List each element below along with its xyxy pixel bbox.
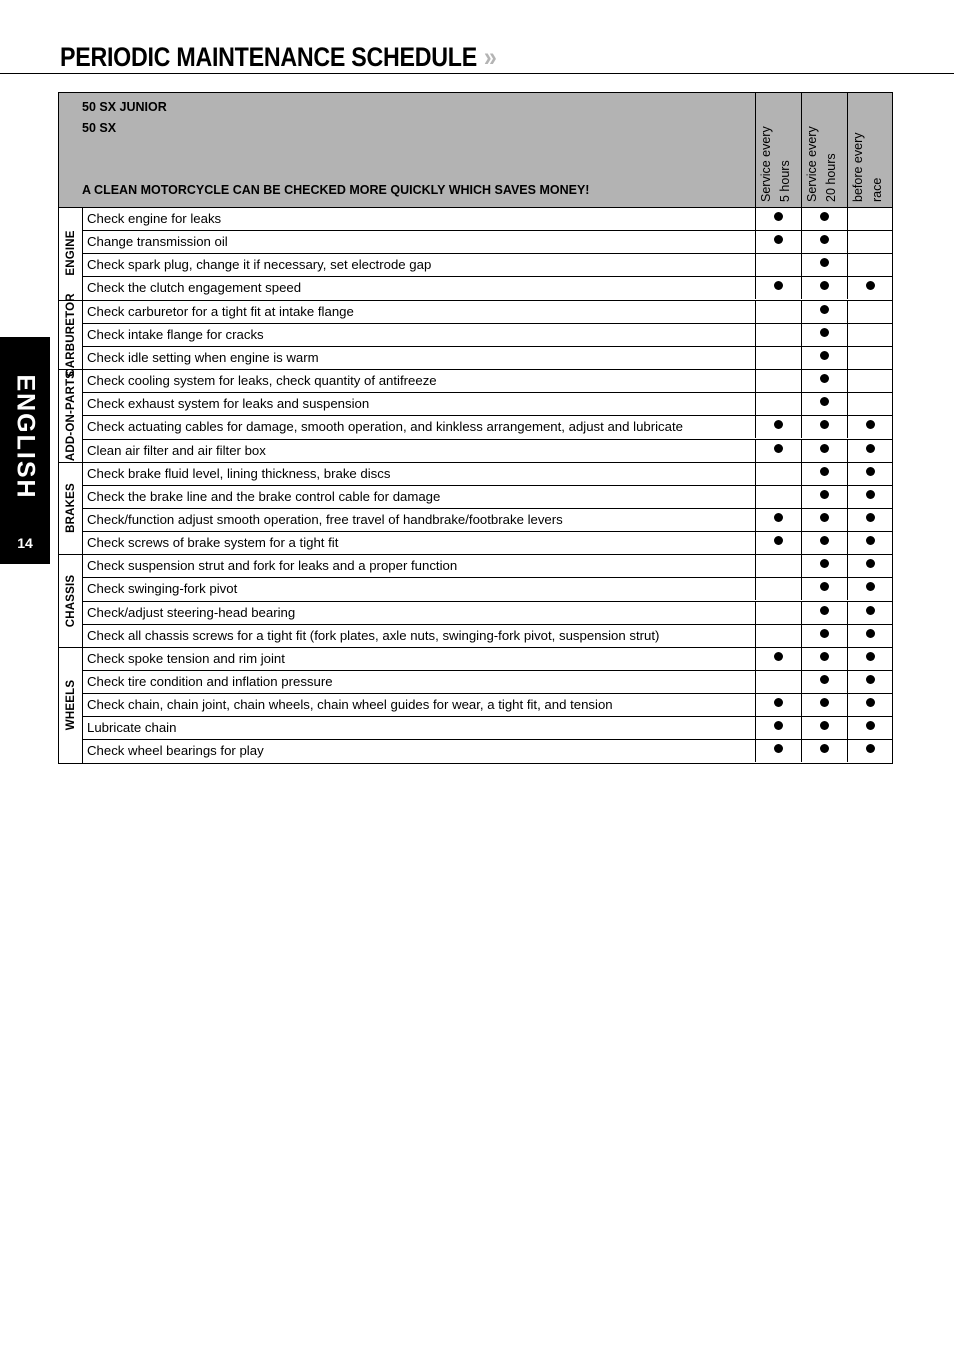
group-cell bbox=[59, 462, 83, 555]
group-label: CARBURETOR bbox=[65, 293, 77, 377]
task-text: Lubricate chain bbox=[87, 720, 177, 736]
bullet-icon bbox=[774, 513, 783, 522]
table-row bbox=[83, 392, 893, 415]
interval-cell bbox=[755, 624, 801, 647]
task-text: Change transmission oil bbox=[87, 234, 228, 250]
interval-cell bbox=[847, 369, 893, 392]
table-row bbox=[83, 624, 893, 647]
bullet-icon bbox=[820, 582, 829, 591]
bullet-icon bbox=[774, 536, 783, 545]
interval-cell bbox=[801, 531, 847, 554]
interval-cell bbox=[801, 346, 847, 369]
interval-cell bbox=[847, 346, 893, 369]
interval-cell bbox=[801, 508, 847, 531]
group-label: CHASSIS bbox=[65, 574, 77, 628]
table-row bbox=[83, 369, 893, 392]
interval-cell bbox=[755, 554, 801, 577]
interval-cell bbox=[801, 207, 847, 230]
bullet-icon bbox=[866, 420, 875, 429]
table-row bbox=[83, 508, 893, 531]
bullet-icon bbox=[774, 721, 783, 730]
table-row bbox=[83, 670, 893, 693]
interval-cell bbox=[801, 300, 847, 323]
task-text: Check cooling system for leaks, check quantity of antifreeze bbox=[87, 373, 437, 389]
table-row bbox=[83, 300, 893, 323]
model-name: 50 SX bbox=[82, 121, 117, 135]
column-header-20-hours bbox=[801, 93, 847, 207]
column-header-line: race bbox=[870, 177, 884, 202]
interval-cell bbox=[847, 207, 893, 230]
bullet-icon bbox=[820, 721, 829, 730]
interval-cell bbox=[801, 276, 847, 299]
interval-cell bbox=[755, 716, 801, 739]
interval-cell bbox=[801, 415, 847, 438]
bullet-icon bbox=[774, 420, 783, 429]
interval-cell bbox=[801, 693, 847, 716]
table-row bbox=[83, 439, 893, 462]
bullet-icon bbox=[820, 351, 829, 360]
task-text: Check actuating cables for damage, smooth operation, and kinkless arrangement, adjust and lubricate bbox=[87, 419, 683, 435]
table-row bbox=[83, 415, 893, 438]
bullet-icon bbox=[820, 698, 829, 707]
interval-cell bbox=[755, 531, 801, 554]
interval-cell bbox=[755, 415, 801, 438]
interval-cell bbox=[801, 392, 847, 415]
bullet-icon bbox=[820, 397, 829, 406]
bullet-icon bbox=[820, 559, 829, 568]
table-row bbox=[83, 276, 893, 299]
interval-cell bbox=[801, 253, 847, 276]
interval-cell bbox=[847, 531, 893, 554]
bullet-icon bbox=[774, 281, 783, 290]
interval-cell bbox=[755, 693, 801, 716]
table-row bbox=[83, 554, 893, 577]
group-label: WHEELS bbox=[65, 680, 77, 731]
interval-cell bbox=[755, 207, 801, 230]
interval-cell bbox=[847, 300, 893, 323]
group-label: ADD-ON-PARTS bbox=[65, 370, 77, 462]
interval-cell bbox=[755, 253, 801, 276]
interval-cell bbox=[755, 300, 801, 323]
interval-cell bbox=[801, 739, 847, 762]
language-tab bbox=[0, 337, 50, 564]
interval-cell bbox=[847, 624, 893, 647]
bullet-icon bbox=[866, 513, 875, 522]
group-cell bbox=[59, 647, 83, 763]
interval-cell bbox=[847, 739, 893, 762]
task-text: Check all chassis screws for a tight fit (fork plates, axle nuts, swinging-fork pivot, suspension strut) bbox=[87, 627, 660, 643]
task-text: Check the brake line and the brake control cable for damage bbox=[87, 488, 441, 504]
bullet-icon bbox=[820, 328, 829, 337]
interval-cell bbox=[847, 693, 893, 716]
bullet-icon bbox=[820, 652, 829, 661]
task-text: Check chain, chain joint, chain wheels, chain wheel guides for wear, a tight fit, and tension bbox=[87, 697, 613, 713]
group-cell bbox=[59, 554, 83, 647]
interval-cell bbox=[801, 670, 847, 693]
interval-cell bbox=[755, 230, 801, 253]
language-label: ENGLISH bbox=[11, 374, 40, 500]
interval-cell bbox=[755, 323, 801, 346]
task-text: Check wheel bearings for play bbox=[87, 743, 264, 759]
interval-cell bbox=[801, 577, 847, 600]
bullet-icon bbox=[866, 467, 875, 476]
interval-cell bbox=[847, 439, 893, 462]
bullet-icon bbox=[820, 281, 829, 290]
task-text: Clean air filter and air filter box bbox=[87, 442, 266, 458]
group-label: ENGINE bbox=[65, 230, 77, 276]
interval-cell bbox=[847, 323, 893, 346]
bullet-icon bbox=[866, 652, 875, 661]
maintenance-table bbox=[58, 92, 893, 764]
task-text: Check spoke tension and rim joint bbox=[87, 650, 285, 666]
column-header-line: Service every bbox=[805, 126, 819, 202]
group-label: BRAKES bbox=[65, 483, 77, 534]
bullet-icon bbox=[866, 698, 875, 707]
interval-cell bbox=[847, 415, 893, 438]
column-header-before-race bbox=[847, 93, 893, 207]
bullet-icon bbox=[820, 490, 829, 499]
bullet-icon bbox=[820, 513, 829, 522]
interval-cell bbox=[755, 462, 801, 485]
interval-cell bbox=[801, 716, 847, 739]
bullet-icon bbox=[866, 490, 875, 499]
bullet-icon bbox=[820, 629, 829, 638]
task-text: Check engine for leaks bbox=[87, 211, 222, 226]
task-text: Check exhaust system for leaks and suspension bbox=[87, 396, 370, 412]
interval-cell bbox=[801, 323, 847, 346]
bullet-icon bbox=[820, 420, 829, 429]
interval-cell bbox=[847, 577, 893, 600]
page-number: 14 bbox=[17, 535, 33, 551]
interval-cell bbox=[755, 739, 801, 762]
bullet-icon bbox=[866, 606, 875, 615]
interval-cell bbox=[801, 554, 847, 577]
interval-cell bbox=[755, 508, 801, 531]
table-row bbox=[83, 601, 893, 624]
interval-cell bbox=[755, 392, 801, 415]
bullet-icon bbox=[866, 582, 875, 591]
table-row bbox=[83, 462, 893, 485]
table-row bbox=[83, 253, 893, 276]
bullet-icon bbox=[820, 305, 829, 314]
bullet-icon bbox=[866, 721, 875, 730]
interval-cell bbox=[801, 439, 847, 462]
bullet-icon bbox=[820, 212, 829, 221]
bullet-icon bbox=[820, 235, 829, 244]
bullet-icon bbox=[820, 444, 829, 453]
interval-cell bbox=[801, 647, 847, 670]
group-cell bbox=[59, 207, 83, 300]
interval-cell bbox=[847, 647, 893, 670]
interval-cell bbox=[847, 392, 893, 415]
table-row bbox=[83, 207, 893, 230]
table-row bbox=[83, 647, 893, 670]
interval-cell bbox=[801, 369, 847, 392]
bullet-icon bbox=[866, 675, 875, 684]
interval-cell bbox=[755, 601, 801, 624]
bullet-icon bbox=[774, 444, 783, 453]
bullet-icon bbox=[820, 258, 829, 267]
interval-cell bbox=[847, 253, 893, 276]
bullet-icon bbox=[820, 744, 829, 753]
bullet-icon bbox=[866, 744, 875, 753]
bullet-icon bbox=[820, 606, 829, 615]
interval-cell bbox=[755, 439, 801, 462]
column-header-line: 5 hours bbox=[778, 160, 792, 202]
task-text: Check carburetor for a tight fit at intake flange bbox=[87, 303, 354, 319]
header-note: A CLEAN MOTORCYCLE CAN BE CHECKED MORE QUICKLY WHICH SAVES MONEY! bbox=[82, 183, 590, 197]
interval-cell bbox=[847, 276, 893, 299]
interval-cell bbox=[755, 346, 801, 369]
table-row bbox=[83, 230, 893, 253]
interval-cell bbox=[801, 462, 847, 485]
column-header-5-hours bbox=[755, 93, 801, 207]
page-title bbox=[60, 42, 497, 73]
bullet-icon bbox=[820, 467, 829, 476]
bullet-icon bbox=[820, 374, 829, 383]
task-text: Check swinging-fork pivot bbox=[87, 581, 238, 597]
interval-cell bbox=[755, 369, 801, 392]
task-text: Check suspension strut and fork for leaks and a proper function bbox=[87, 558, 458, 574]
interval-cell bbox=[847, 230, 893, 253]
bullet-icon bbox=[866, 444, 875, 453]
table-row bbox=[83, 531, 893, 554]
table-row bbox=[83, 323, 893, 346]
group-cell bbox=[59, 369, 83, 462]
bullet-icon bbox=[866, 281, 875, 290]
title-rule bbox=[0, 73, 954, 74]
bullet-icon bbox=[774, 235, 783, 244]
interval-cell bbox=[755, 276, 801, 299]
table-row bbox=[83, 577, 893, 600]
bullet-icon bbox=[866, 559, 875, 568]
interval-cell bbox=[801, 485, 847, 508]
task-text: Check screws of brake system for a tight fit bbox=[87, 535, 339, 551]
column-header-line: 20 hours bbox=[824, 153, 838, 202]
task-text: Check spark plug, change it if necessary, set electrode gap bbox=[87, 257, 432, 273]
interval-cell bbox=[755, 485, 801, 508]
group-cell bbox=[59, 293, 83, 377]
page-title-text: PERIODIC MAINTENANCE SCHEDULE bbox=[60, 42, 477, 72]
chevron-right-icon: » bbox=[483, 42, 497, 72]
bullet-icon bbox=[820, 675, 829, 684]
interval-cell bbox=[801, 601, 847, 624]
interval-cell bbox=[847, 485, 893, 508]
interval-cell bbox=[755, 577, 801, 600]
bullet-icon bbox=[774, 744, 783, 753]
table-row bbox=[83, 485, 893, 508]
column-header-line: before every bbox=[851, 132, 865, 202]
task-text: Check the clutch engagement speed bbox=[87, 280, 302, 296]
interval-cell bbox=[847, 601, 893, 624]
model-name: 50 SX JUNIOR bbox=[82, 100, 167, 114]
interval-cell bbox=[755, 670, 801, 693]
bullet-icon bbox=[866, 536, 875, 545]
interval-cell bbox=[755, 647, 801, 670]
bullet-icon bbox=[774, 212, 783, 221]
task-text: Check tire condition and inflation pressure bbox=[87, 674, 333, 689]
interval-cell bbox=[801, 230, 847, 253]
task-text: Check/adjust steering-head bearing bbox=[87, 604, 296, 620]
task-text: Check brake fluid level, lining thickness, brake discs bbox=[87, 465, 391, 481]
bullet-icon bbox=[774, 698, 783, 707]
task-text: Check intake flange for cracks bbox=[87, 326, 264, 342]
interval-cell bbox=[801, 624, 847, 647]
table-header bbox=[59, 93, 892, 208]
task-text: Check/function adjust smooth operation, free travel of handbrake/footbrake levers bbox=[87, 511, 563, 527]
table-row bbox=[83, 739, 893, 762]
table-row bbox=[83, 716, 893, 739]
bullet-icon bbox=[820, 536, 829, 545]
interval-cell bbox=[847, 462, 893, 485]
table-row bbox=[83, 346, 893, 369]
bullet-icon bbox=[866, 629, 875, 638]
interval-cell bbox=[847, 554, 893, 577]
interval-cell bbox=[847, 716, 893, 739]
column-header-line: Service every bbox=[759, 126, 773, 202]
interval-cell bbox=[847, 670, 893, 693]
table-row bbox=[83, 693, 893, 716]
interval-cell bbox=[847, 508, 893, 531]
bullet-icon bbox=[774, 652, 783, 661]
task-text: Check idle setting when engine is warm bbox=[87, 349, 319, 365]
